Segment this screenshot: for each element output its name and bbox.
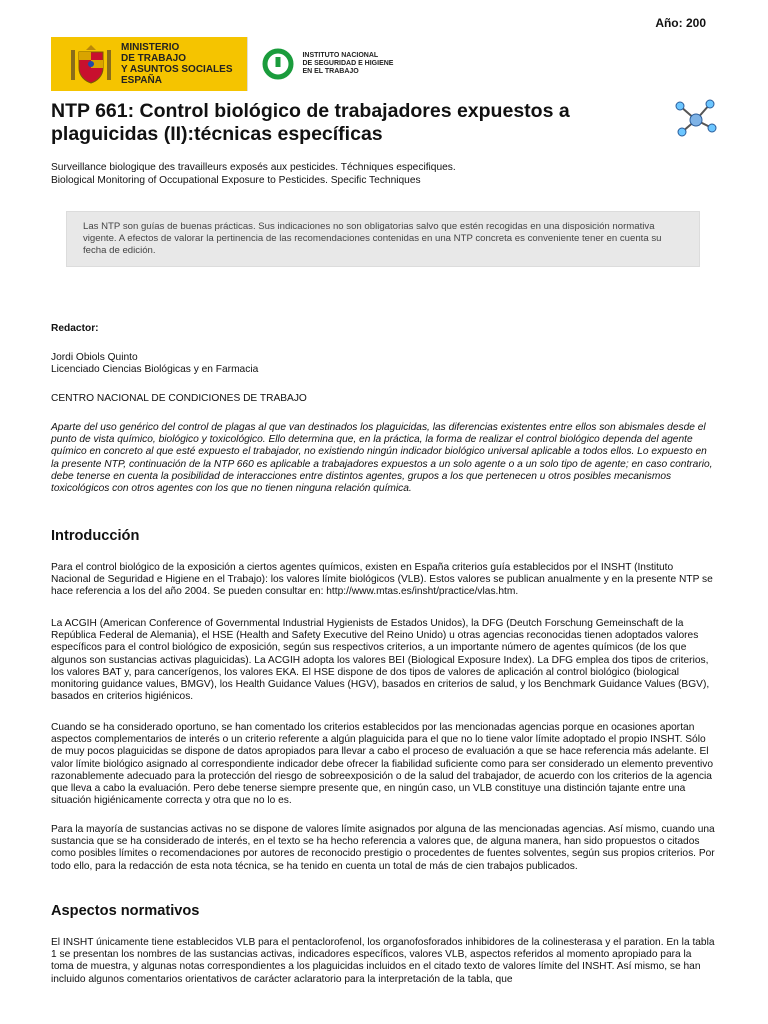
author-name: Jordi Obiols Quinto <box>51 352 138 363</box>
coat-of-arms-icon <box>69 42 113 86</box>
center-name: CENTRO NACIONAL DE CONDICIONES DE TRABAJO <box>51 393 307 404</box>
year-label: Año: 200 <box>655 16 706 30</box>
paragraph-2: La ACGIH (American Conference of Governmental Industrial Hygienists de Estados Unidos), la DFG (Deutch Forschung Gemeinschaft de la República Federal de Alemania), el HSE (Health and Safety Executive del Reino Unido) u otras agencias reconocidas tienen adoptados valores específicos para el control biológico de exposición, según sus respectivos criterios, a un importante número de agentes químicos (de los que algunos son sustancias activas plaguicidas). La ACGIH adopta los valores BEI (Biological Exposure Index). La DFG emplea dos tipos de criterios, los valores BAT y, para cancerígenos, los valores EKA. El HSE dispone de dos tipos de valores de aplicación al control biológico (biological monitoring guidance values, BMGV), los Health Guidance Values (HGV), basados en criterios de salud, y los Benchmark Guidance Values (BGV), basados en criterios higiénicos. <box>51 618 710 703</box>
abstract: Aparte del uso genérico del control de plagas al que van destinados los plaguicidas, las diferencias existentes entre ellos son abismales desde el punto de vista químico, biológico y toxicológico. Ello determina que, en la práctica, la forma de realizar el control biológico dependa del agente químico en concreto al que esté expuesto el trabajador, no existiendo ningún indicador biológico universal aplicable a todos ellos. Lo expuesto en la presente NTP, continuación de la NTP 660 es aplicable a trabajadores expuestos a un solo agente o a un solo tipo de agente; en caso contrario, debe tenerse en cuenta la posibilidad de interacciones entre distintos agentes, grupos a los que pertenecen u otros posibles mecanismos toxicológicos con otros agentes con los que no tienen ninguna relación química. <box>51 422 713 495</box>
ministry-logo-text: MINISTERIO DE TRABAJO Y ASUNTOS SOCIALES ESPAÑA <box>121 42 233 86</box>
section-title-aspectos-normativos: Aspectos normativos <box>51 903 200 919</box>
section-title-introduccion: Introducción <box>51 528 140 544</box>
redactor-label: Redactor: <box>51 323 99 334</box>
ministry-logo <box>51 37 247 91</box>
paragraph-3: Cuando se ha considerado oportuno, se han comentado los criterios establecidos por las mencionadas agencias porque en ocasiones aportan aspectos complementarios de interés o un criterio referente a algún plaguicida para el que no lo tiene valor límite adoptado el propio INSHT. Sólo de muy pocos plaguicidas se dispone de datos apropiados para llevar a cabo el proceso de evaluación a que se hace referencia más adelante. El valor límite biológico asignado al correspondiente indicador debe ofrecer la fiabilidad suficiente como para ser considerado un elemento preventivo razonablemente adecuado para la protección del riesgo de sobreexposición o de la salud del trabajador, de acuerdo con los criterios de la agencia que lleva a cabo la evaluación. Pero debe tenerse siempre presente que, en ningún caso, un VLB constituye una distinción tajante entre una situación higiénicamente correcta y otra que no lo es. <box>51 722 714 807</box>
header-logos <box>51 37 415 91</box>
molecule-icon <box>672 98 720 140</box>
paragraph-1: Para el control biológico de la exposición a ciertos agentes químicos, existen en España criterios guía establecidos por el INSHT (Instituto Nacional de Seguridad e Higiene en el Trabajo): los valores límite biológicos (VLB). Estos valores se publican anualmente y en la presente NTP se hace referencia a los del año 2004. Se pueden consultar en: http://www.mtas.es/insht/practice/vlas.htm. <box>51 562 713 598</box>
subtitles <box>51 162 456 187</box>
notice-text: Las NTP son guías de buenas prácticas. Sus indicaciones no son obligatorias salvo que estén recogidas en una disposición normativa vigente. A efectos de valorar la pertinencia de las recomendaciones contenidas en una NTP concreta es conveniente tener en cuenta su fecha de edición. <box>83 221 662 256</box>
author-title: Licenciado Ciencias Biológicas y en Farmacia <box>51 364 259 375</box>
subtitle-french: Surveillance biologique des travailleurs exposés aux pesticides. Téchniques especifiques. <box>51 162 456 173</box>
paragraph-5: El INSHT únicamente tiene establecidos VLB para el pentaclorofenol, los organofosforados inhibidores de la colinesterasa y el paration. En la tabla 1 se presentan los nombres de las sustancias activas, indicadores específicos, valores VLB, aspectos referidos al momento apropiado para la toma de muestra, y algunas notas correspondientes a los plaguicidas incluidos en el citado texto de valores límite del INSHT. Así mismo, se han incluido algunos comentarios orientativos de carácter aclaratorio para la interpretación de la tabla, que <box>51 937 715 985</box>
insht-mark-icon <box>262 48 294 80</box>
paragraph-4: Para la mayoría de sustancias activas no se dispone de valores límite asignados por alguna de las mencionadas agencias. Así mismo, cuando una sustancia que se ha considerado de interés, en el texto se ha hecho referencia a valores que, de alguna manera, han sido propuestos o citados como posibles límites o recomendaciones por autores de reconocido prestigio o procedentes de fuentes solventes, según sus propios criterios. Por todo ello, para la redacción de esta nota técnica, se ha tenido en cuenta un total de más de cien trabajos publicados. <box>51 824 715 872</box>
notice-box <box>66 211 700 267</box>
insht-logo-text: INSTITUTO NACIONAL DE SEGURIDAD E HIGIENE EN EL TRABAJO <box>302 52 394 75</box>
subtitle-english: Biological Monitoring of Occupational Exposure to Pesticides. Specific Techniques <box>51 174 421 186</box>
document-title: NTP 661: Control biológico de trabajadores expuestos a plaguicidas (II):técnicas específicas <box>51 100 570 145</box>
insht-logo <box>247 37 415 91</box>
